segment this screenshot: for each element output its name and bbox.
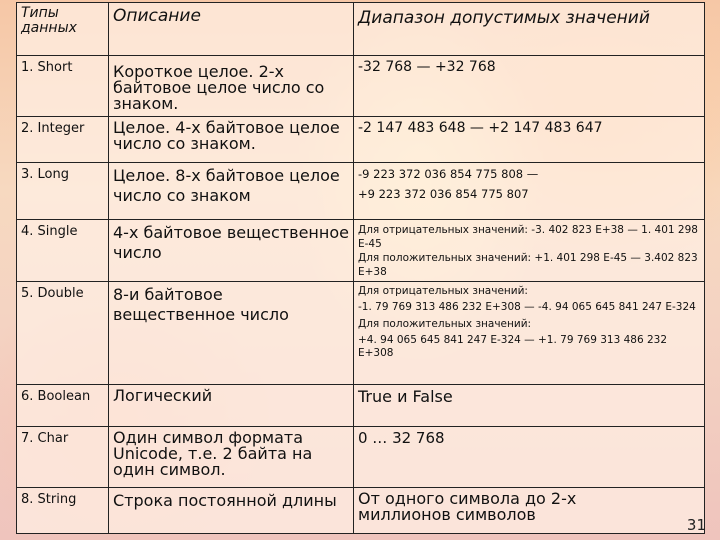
type-cell: 3. Long [17, 163, 109, 220]
range-cell [354, 385, 705, 427]
range-cell [354, 488, 705, 534]
range-line: Для положительных значений: +1. 401 298 E-45 — 3.402 823 E+38 [358, 252, 698, 278]
range-line: Для положительных значений: [358, 318, 532, 330]
type-cell: 2. Integer [17, 117, 109, 163]
range-line: +9 223 372 036 854 775 807 [358, 187, 529, 201]
range-line: -2 147 483 648 — +2 147 483 647 [358, 120, 603, 136]
table-row [17, 163, 705, 220]
header-range: Диапазон допустимых значений [354, 3, 705, 56]
range-cell [354, 117, 705, 163]
range-line: True и False [358, 387, 453, 406]
type-cell: 1. Short [17, 56, 109, 117]
page-number: 31 [686, 516, 706, 534]
table-row [17, 220, 705, 282]
range-line: -32 768 — +32 768 [358, 59, 496, 75]
table-row [17, 56, 705, 117]
range-line: Для отрицательных значений: [358, 285, 528, 297]
range-cell [354, 427, 705, 488]
range-cell [354, 282, 705, 385]
description-cell: Целое. 8-х байтовое целое число со знаком [109, 163, 354, 220]
table-row [17, 282, 705, 385]
description-cell: Логический [109, 385, 354, 427]
range-line: -1. 79 769 313 486 232 E+308 — -4. 94 065 645 841 247 E-324 [358, 300, 696, 313]
table-row [17, 385, 705, 427]
description-cell: Один символ формата Unicode, т.е. 2 байта на один символ. [109, 427, 354, 488]
description-cell: 4-х байтовое вещественное число [109, 220, 354, 282]
type-cell: 7. Char [17, 427, 109, 488]
type-cell: 6. Boolean [17, 385, 109, 427]
description-cell: Целое. 4-х байтовое целое число со знаком. [109, 117, 354, 163]
type-cell: 5. Double [17, 282, 109, 385]
header-row [17, 3, 705, 56]
table-row [17, 488, 705, 534]
table-row [17, 117, 705, 163]
type-cell: 4. Single [17, 220, 109, 282]
header-types: Типы данных [17, 3, 109, 56]
type-cell: 8. String [17, 488, 109, 534]
range-line: +4. 94 065 645 841 247 E-324 — +1. 79 769 313 486 232 E+308 [358, 333, 668, 359]
range-cell [354, 220, 705, 282]
description-cell: Короткое целое. 2-х байтовое целое число со знаком. [109, 56, 354, 117]
table-row [17, 427, 705, 488]
range-line: -9 223 372 036 854 775 808 — [358, 167, 539, 181]
range-cell [354, 163, 705, 220]
header-description: Описание [109, 3, 354, 56]
range-line: Для отрицательных значений: -3. 402 823 E+38 — 1. 401 298 E-45 [358, 224, 698, 250]
range-line: 0 … 32 768 [358, 429, 445, 447]
range-line: От одного символа до 2-х миллионов символов [358, 489, 577, 524]
description-cell: Строка постоянной длины [109, 488, 354, 534]
description-cell: 8-и байтовое вещественное число [109, 282, 354, 385]
range-cell [354, 56, 705, 117]
data-types-table [16, 2, 705, 534]
